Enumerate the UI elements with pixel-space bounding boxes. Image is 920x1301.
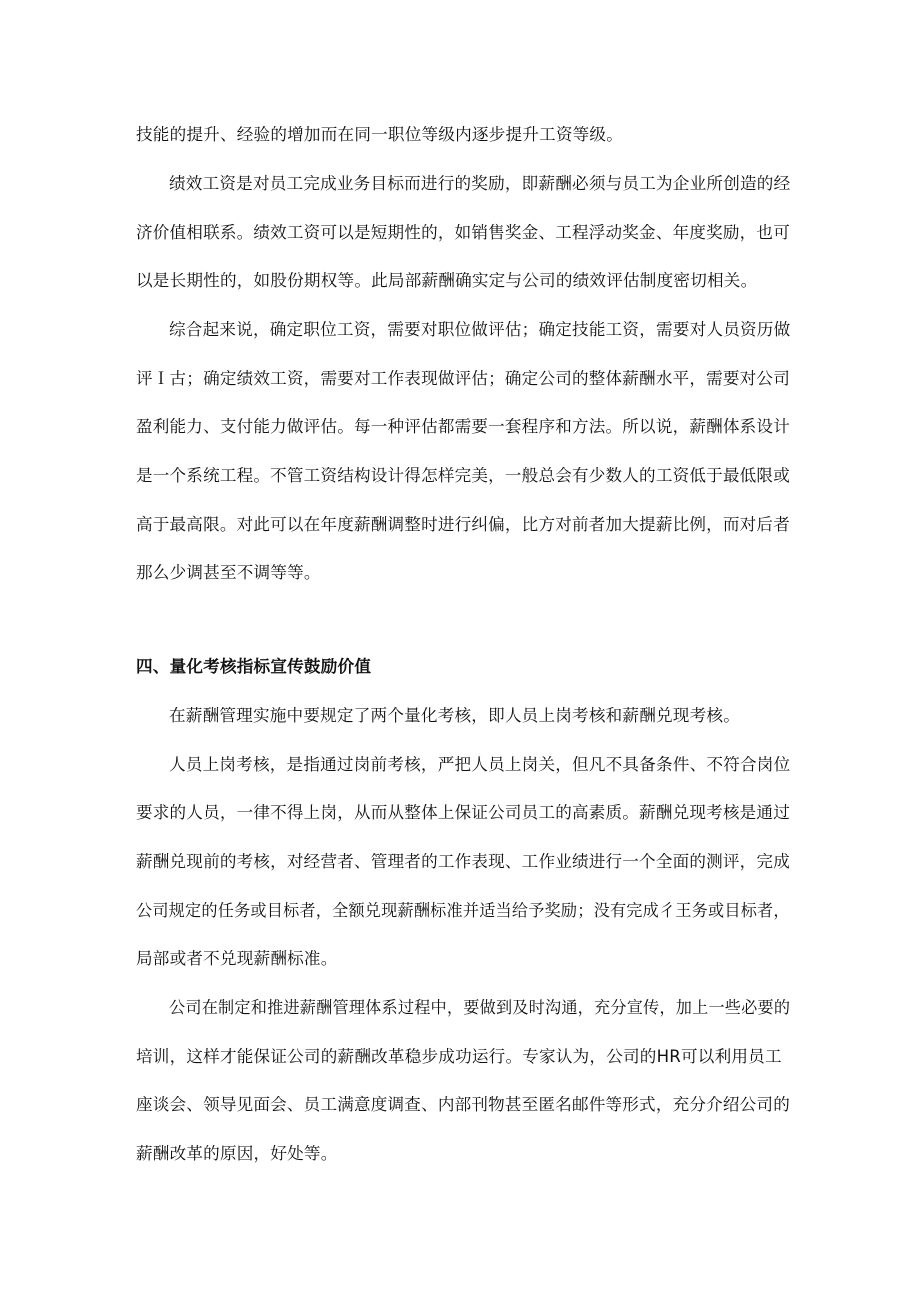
paragraph-line: 要求的人员，一律不得上岗，从而从整体上保证公司员工的高素质。薪酬兑现考核是通过 [136, 803, 790, 822]
paragraph-line: 绩效工资是对员工完成业务目标而进行的奖励，即薪酬必须与员工为企业所创造的经 [169, 174, 791, 193]
paragraph-line: 公司规定的任务或目标者，全额兑现薪酬标准并适当给予奖励；没有完成彳王务或目标者， [136, 901, 790, 920]
section-heading: 四、量化考核指标宣传鼓励价值 [136, 657, 372, 676]
paragraph-line: 那么少调甚至不调等等。 [136, 563, 321, 582]
paragraph-line: 座谈会、领导见面会、员工满意度调查、内部刊物甚至匿名邮件等形式，充分介绍公司的 [136, 1095, 790, 1114]
paragraph-line: 高于最高限。对此可以在年度薪酬调整时进行纠偏，比方对前者加大提薪比例，而对后者 [136, 515, 790, 534]
paragraph-line: 盈利能力、支付能力做评估。每一种评估都需要一套程序和方法。所以说，薪酬体系设计 [136, 417, 790, 436]
paragraph-line: 在薪酬管理实施中要规定了两个量化考核，即人员上岗考核和薪酬兑现考核。 [169, 706, 740, 725]
paragraph-line: 综合起来说，确定职位工资，需要对职位做评估；确定技能工资，需要对人员资历做 [169, 320, 791, 339]
paragraph-line: 以是长期性的，如股份期权等。此局部薪酬确实定与公司的绩效评估制度密切相关。 [136, 271, 758, 290]
paragraph-line: 济价值相联系。绩效工资可以是短期性的，如销售奖金、工程浮动奖金、年度奖励，也可 [136, 223, 790, 242]
paragraph-line: 技能的提升、经验的增加而在同一职位等级内逐步提升工资等级。 [136, 125, 624, 144]
paragraph-line: 人员上岗考核，是指通过岗前考核，严把人员上岗关，但凡不具备条件、不符合岗位 [169, 755, 791, 774]
paragraph-line: 局部或者不兑现薪酬标准。 [136, 949, 338, 968]
paragraph-line: 是一个系统工程。不管工资结构设计得怎样完美，一般总会有少数人的工资低于最低限或 [136, 466, 790, 485]
paragraph-line: 公司在制定和推进薪酬管理体系过程中，要做到及时沟通，充分宣传，加上一些必要的 [169, 998, 791, 1017]
paragraph-line: 薪酬兑现前的考核，对经营者、管理者的工作表现、工作业绩进行一个全面的测评，完成 [136, 852, 790, 871]
paragraph-line: 评Ｉ古；确定绩效工资，需要对工作表现做评估；确定公司的整体薪酬水平，需要对公司 [136, 369, 790, 388]
paragraph-line: 培训，这样才能保证公司的薪酬改革稳步成功运行。专家认为，公司的HR可以利用员工 [136, 1047, 782, 1066]
paragraph-line: 薪酬改革的原因，好处等。 [136, 1144, 338, 1163]
